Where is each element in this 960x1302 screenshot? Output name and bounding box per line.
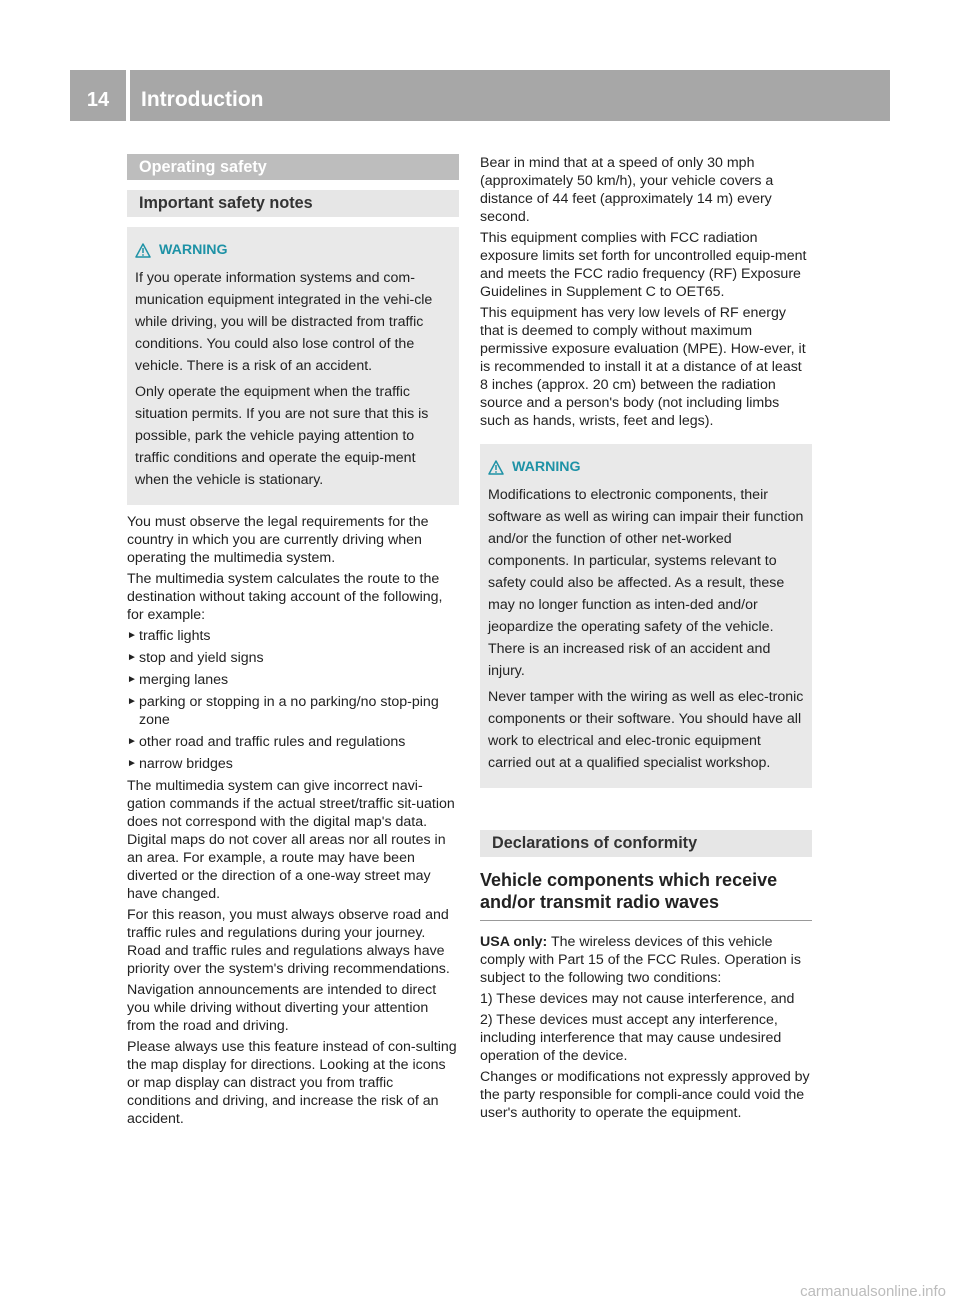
watermark: carmanualsonline.info (800, 1283, 946, 1300)
usa-text: The wireless devices of this vehicle comply with Part 15 of the FCC Rules. Operation is subject to the following two conditions: (480, 934, 801, 986)
warning-heading (135, 239, 451, 261)
paragraph: This equipment has very low levels of RF energy that is deemed to comply without maximum permissive exposure evaluation (MPE). How-ever, it is recommended to install it at a distance of at least 8 inches (approx. 20 cm) between the radiation source and a person's body (not including limbs such as hands, wrists, feet and legs). (480, 305, 806, 429)
warning-box (127, 227, 459, 505)
paragraph: This equipment complies with FCC radiation exposure limits set forth for uncontrolled equip-ment and meets the FCC radio frequency (RF) Exposure Guidelines in Supplement C to OET65. (480, 230, 807, 300)
paragraph: 1) These devices may not cause interference, and (480, 991, 795, 1007)
subsection-band-safety-notes: Important safety notes (127, 190, 459, 217)
warning-heading (488, 456, 804, 478)
section-band-declarations: Declarations of conformity (480, 830, 812, 857)
section-title: Introduction (141, 88, 264, 111)
paragraph: The multimedia system calculates the route to the destination without taking account of the following, for example: (127, 571, 443, 623)
header-divider (126, 70, 130, 121)
warning-triangle-icon (488, 460, 504, 475)
warning-label: WARNING (512, 459, 581, 475)
page-header (70, 70, 890, 121)
list-item: ► other road and traffic rules and regulations (127, 734, 406, 750)
subsection-heading: Vehicle components which receive and/or transmit radio waves (480, 869, 812, 921)
left-column (127, 154, 459, 1131)
list-item: ► parking or stopping in a no parking/no stop-ping zone (127, 694, 439, 728)
paragraph: Navigation announcements are intended to direct you while driving without diverting your attention from the road and driving. (127, 982, 437, 1034)
usa-only-label: USA only: (480, 934, 548, 950)
bullet-icon: ► (127, 696, 137, 707)
warning-text: Modifications to electronic components, their software as well as wiring can impair their function and/or the function of other net-worked components. In particular, systems relevant to safety could also be affected. As a result, these may no longer function as inten-ded and/or jeopardize the operating safety of the vehicle. There is an increased risk of an accident and injury. (488, 487, 804, 679)
list-item: ► merging lanes (127, 672, 229, 688)
warning-box (480, 444, 812, 788)
paragraph: For this reason, you must always observe road and traffic rules and regulations during your journey. Road and traffic rules and regulations always have priority over the system's driving recommendations. (127, 907, 450, 977)
bullet-list (127, 627, 459, 773)
warning-triangle-icon (135, 243, 151, 258)
warning-text: Only operate the equipment when the traffic situation permits. If you are not sure that this is possible, park the vehicle paying attention to traffic conditions and operate the equip-ment when the vehicle is stationary. (135, 384, 429, 488)
paragraph: Bear in mind that at a speed of only 30 mph (approximately 50 km/h), your vehicle covers a distance of 44 feet (approximately 14 m) every second. (480, 155, 774, 225)
warning-text: Never tamper with the wiring as well as elec-tronic components or their software. You should have all work to electrical and elec-tronic equipment carried out at a qualified specialist workshop. (488, 689, 804, 771)
paragraph: Please always use this feature instead of con-sulting the map display for directions. Looking at the icons or map display can distract you from traffic conditions and driving, and increase the risk of an accident. (127, 1039, 457, 1127)
bullet-icon: ► (127, 630, 137, 641)
bullet-icon: ► (127, 674, 137, 685)
list-item: ► stop and yield signs (127, 650, 264, 666)
paragraph: You must observe the legal requirements for the country in which you are currently driving when operating the multimedia system. (127, 514, 429, 566)
bullet-icon: ► (127, 652, 137, 663)
bullet-icon: ► (127, 736, 137, 747)
bullet-icon: ► (127, 758, 137, 769)
paragraph: Changes or modifications not expressly approved by the party responsible for compli-ance could void the user's authority to operate the equipment. (480, 1069, 810, 1121)
warning-text: If you operate information systems and com-munication equipment integrated in the vehi-cle while driving, you will be distracted from traffic conditions. You could also lose control of the vehicle. There is a risk of an accident. (135, 270, 433, 374)
paragraph: 2) These devices must accept any interference, including interference that may cause undesired operation of the device. (480, 1012, 782, 1064)
paragraph: The multimedia system can give incorrect navi-gation commands if the actual street/traffic sit-uation does not correspond with the digital map's data. Digital maps do not cover all areas nor all routes in an area. For example, a route may have been diverted or the direction of a one-way street may have changed. (127, 778, 455, 902)
paragraph (480, 933, 812, 987)
warning-label: WARNING (159, 242, 228, 258)
list-item: ► traffic lights (127, 628, 211, 644)
section-band-operating-safety: Operating safety (127, 154, 459, 180)
list-item: ► narrow bridges (127, 756, 233, 772)
right-column (480, 154, 812, 1125)
page-number: 14 (86, 89, 110, 111)
